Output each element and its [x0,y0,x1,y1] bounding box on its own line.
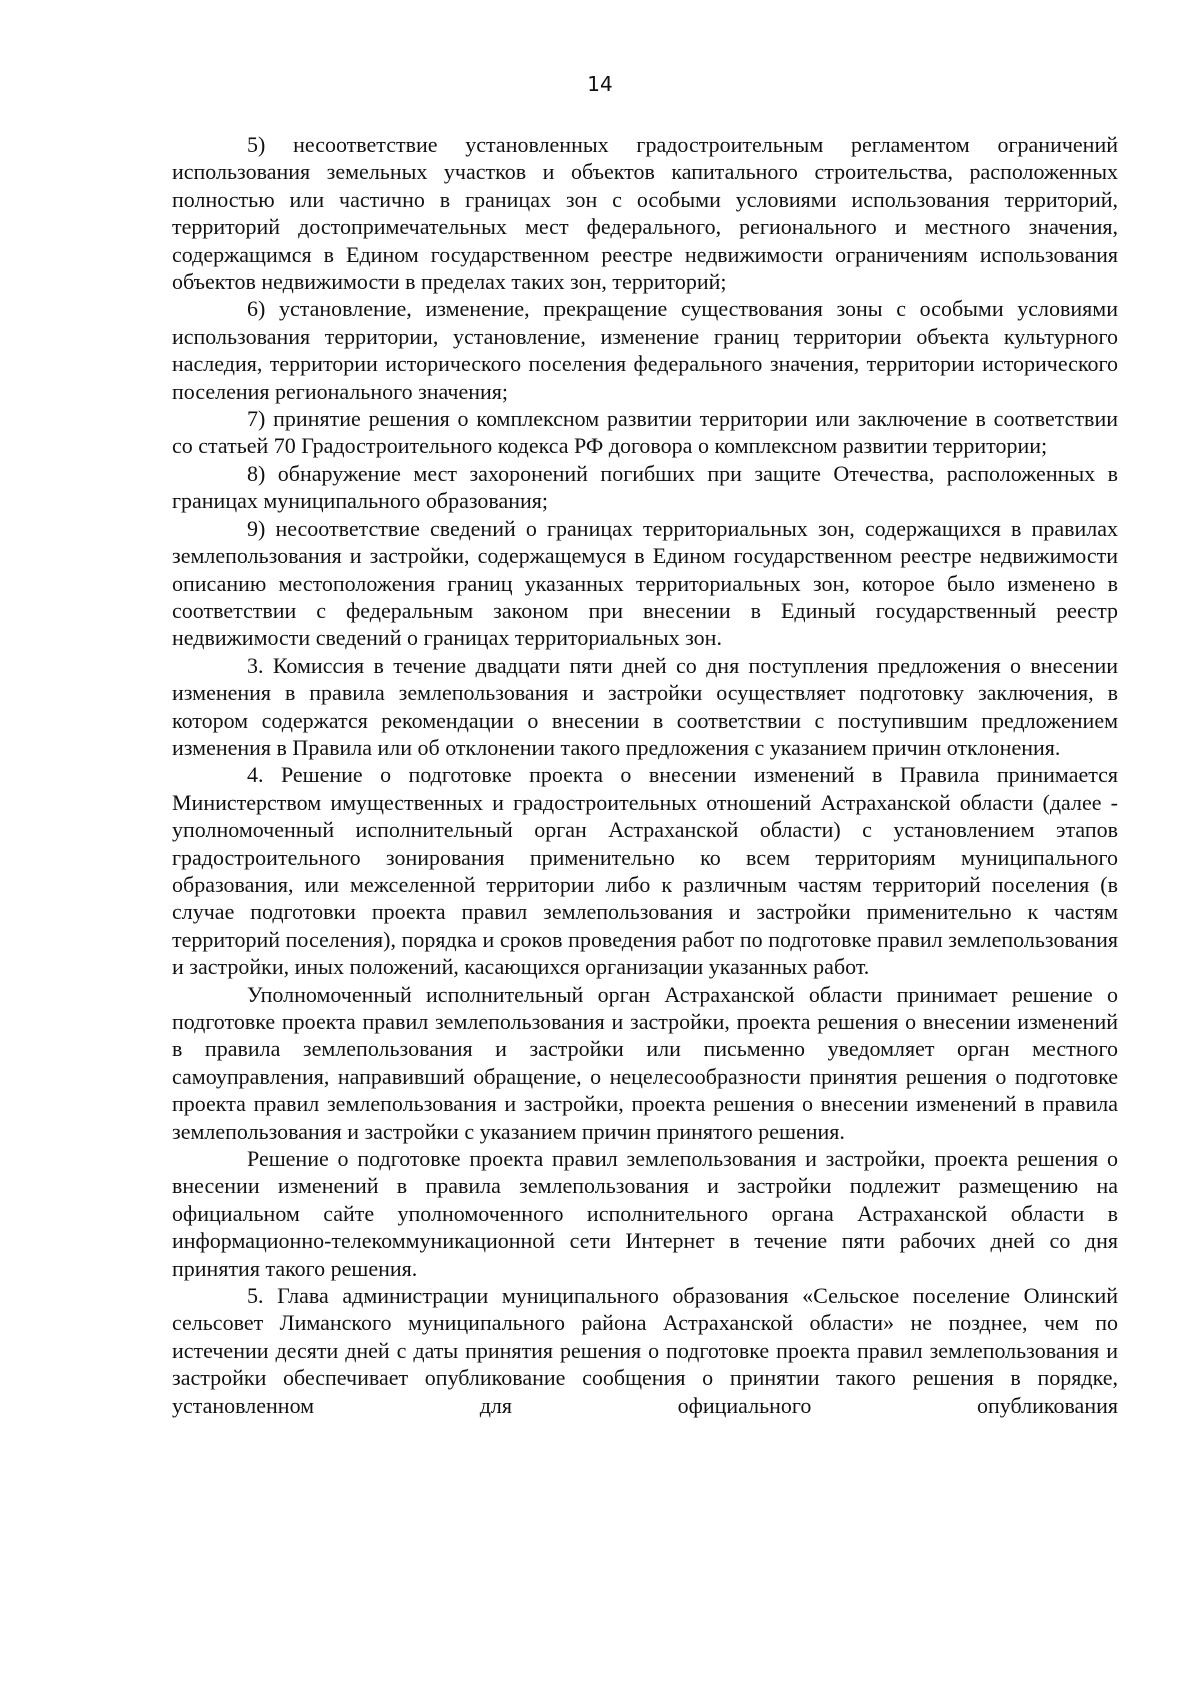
paragraph-item-9-zone-boundaries: 9) несоответствие сведений о границах территориальных зон, содержащихся в правилах землепользования и застройки, содержащемуся в Едином государственном реестре недвижимости описанию местоположения границ указанных территориальных зон, которое было изменено в соответствии с федеральным законом при внесении в Единый государственный реестр недвижимости сведений о границах территориальных зон. [172,515,1118,651]
paragraph-decision-publication: Решение о подготовке проекта правил землепользования и застройки, проекта решения о внесении изменений в правила землепользования и застройки подлежит размещению на официальном сайте уполномоченного исполнительного органа Астраханской области в информационно-телекоммуникационной сети Интернет в течение пяти рабочих дней со дня принятия такого решения. [172,1146,1118,1281]
paragraph-item-8-burial-sites: 8) обнаружение мест захоронений погибших при защите Отечества, расположенных в границах муниципального образования; [172,460,1118,514]
paragraph-section-3-commission: 3. Комиссия в течение двадцати пяти дней со дня поступления предложения о внесении изменения в правила землепользования и застройки осуществляет подготовку заключения, в котором содержатся рекомендации о внесении в соответствии с поступившим предложением изменения в Правила или об отклонении такого предложения с указанием причин отклонения. [172,652,1118,760]
document-body [172,131,1118,1419]
paragraph-section-5-head-of-administration: 5. Глава администрации муниципального образования «Сельское поселение Олинский сельсовет Лиманского муниципального района Астраханской области» не позднее, чем по истечении десяти дней с даты принятия решения о подготовке проекта правил землепользования и застройки обеспечивает опубликование сообщения о принятии такого решения в порядке, установленном для официального опубликования [172,1283,1118,1418]
paragraph-item-5-restrictions-mismatch: 5) несоответствие установленных градостроительным регламентом ограничений использования земельных участков и объектов капитального строительства, расположенных полностью или частично в границах зон с особыми условиями использования территорий, территорий достопримечательных мест федерального, регионального и местного значения, содержащимся в Едином государственном реестре недвижимости ограничениям использования объектов недвижимости в пределах таких зон, территорий; [172,132,1118,295]
paragraph-section-4-decision: 4. Решение о подготовке проекта о внесении изменений в Правила принимается Министерством имущественных и градостроительных отношений Астраханской области (далее - уполномоченный исполнительный орган Астраханской области) с установлением этапов градостроительного зонирования применительно ко всем территориям муниципального образования, или межселенной территории либо к различным частям территорий поселения (в случае подготовки проекта правил землепользования и застройки применительно к частям территорий поселения), порядка и сроков проведения работ по подготовке правил землепользования и застройки, иных положений, касающихся организации указанных работ. [172,762,1118,980]
paragraph-item-6-zone-changes: 6) установление, изменение, прекращение существования зоны с особыми условиями использования территории, установление, изменение границ территории объекта культурного наследия, территории исторического поселения федерального значения, территории исторического поселения регионального значения; [172,296,1118,404]
paragraph-item-7-complex-development: 7) принятие решения о комплексном развитии территории или заключение в соответствии со статьей 70 Градостроительного кодекса РФ договора о комплексном развитии территории; [172,406,1118,459]
paragraph-authorized-body-decision: Уполномоченный исполнительный орган Астраханской области принимает решение о подготовке проекта правил землепользования и застройки, проекта решения о внесении изменений в правила землепользования и застройки или письменно уведомляет орган местного самоуправления, направивший обращение, о нецелесообразности принятия решения о подготовке проекта правил землепользования и застройки, проекта решения о внесении изменений в правила землепользования и застройки с указанием причин принятого решения. [172,981,1118,1144]
page-number: 14 [587,72,613,96]
